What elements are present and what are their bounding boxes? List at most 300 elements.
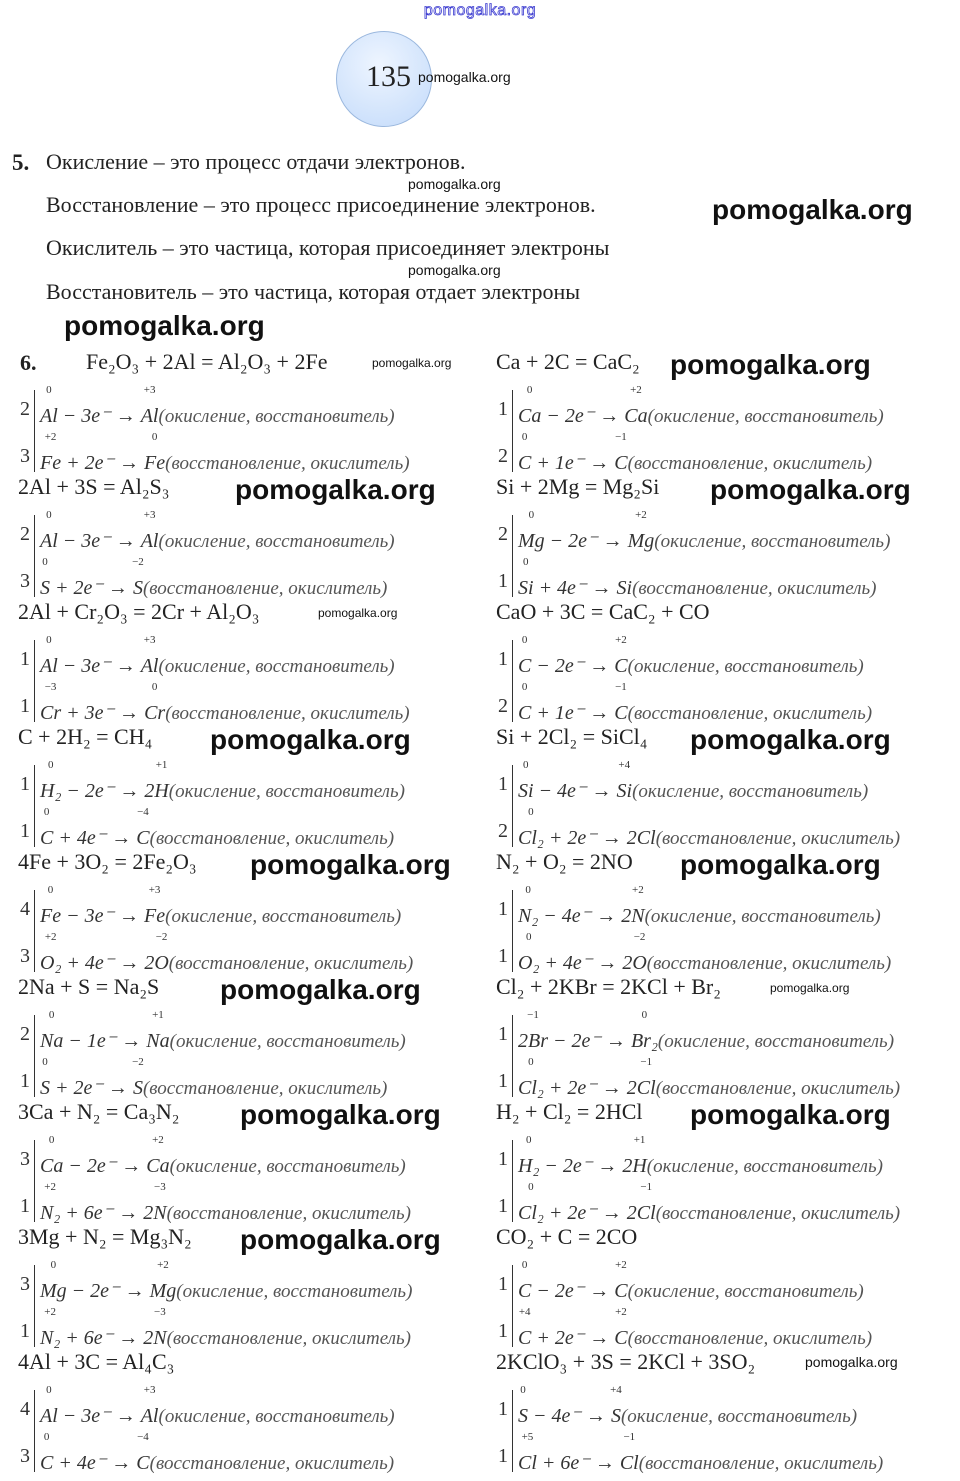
process-note: (окисление, восстановитель): [176, 1281, 413, 1302]
electron-coefficient: 1: [498, 945, 508, 967]
species-symbol: C: [614, 702, 628, 724]
oxidation-state: 0: [151, 681, 158, 693]
species-symbol: O₂: [40, 952, 62, 974]
species-symbol: Cl₂: [518, 1202, 544, 1224]
oxidation-state: 0: [46, 634, 52, 646]
product-species: [624, 384, 648, 428]
reactant-species: [40, 931, 62, 975]
electron-transfer: − 2e⁻ →: [61, 780, 145, 802]
balance-bar: [512, 515, 513, 597]
page-number: 135: [366, 60, 411, 93]
oxidation-state: −1: [623, 1431, 636, 1443]
half-reaction-body: [40, 634, 395, 678]
oxidation-state: +2: [44, 1181, 56, 1193]
electron-transfer: − 2e⁻ →: [544, 530, 628, 552]
process-note: (восстановление, окислитель): [655, 1203, 901, 1224]
oxidation-state: +2: [615, 1306, 627, 1318]
species-symbol: Mg: [40, 1280, 67, 1302]
electron-transfer: − 2e⁻ →: [548, 1030, 631, 1052]
half-reaction-body: [40, 1009, 406, 1053]
electron-transfer: − 4e⁻ →: [528, 1405, 611, 1427]
reaction-equation: 3Mg + N₂ = Mg₃N₂: [18, 1224, 192, 1249]
electron-transfer: + 4e⁻ →: [539, 952, 623, 974]
watermark: pomogalka.org: [712, 194, 913, 225]
oxidation-state: −3: [44, 681, 57, 693]
species-symbol: Ca: [40, 1155, 64, 1177]
process-note: (окисление, восстановитель): [646, 1156, 883, 1177]
product-species: [144, 681, 166, 725]
product-species: [144, 431, 166, 475]
oxidation-state: +2: [615, 1259, 627, 1271]
electron-coefficient: 1: [498, 1273, 508, 1295]
oxidation-state: +3: [143, 384, 156, 396]
product-species: [617, 577, 633, 600]
product-coefficient: 2: [144, 952, 155, 974]
species-symbol: C: [518, 452, 532, 474]
reaction-block: [18, 1350, 488, 1475]
oxidation-state: 0: [525, 1134, 532, 1146]
reactant-species: [40, 806, 54, 850]
electron-transfer: − 2e⁻ →: [63, 1155, 147, 1177]
process-note: (окисление, восстановитель): [644, 906, 881, 927]
electron-transfer: − 3e⁻ →: [61, 905, 145, 927]
product-species: [154, 759, 169, 803]
half-reaction-body: [518, 1306, 873, 1350]
process-note: (окисление, восстановитель): [158, 531, 395, 552]
reaction-block: [18, 600, 488, 725]
definition-reduction: Восстановление – это процесс присоединение электронов.: [46, 192, 596, 217]
task-number: 5.: [12, 150, 30, 175]
watermark: pomogalka.org: [408, 176, 501, 192]
electron-coefficient: 1: [20, 773, 30, 795]
oxidation-state: +2: [44, 1306, 56, 1318]
watermark: pomogalka.org: [250, 849, 451, 880]
oxidation-state: 0: [521, 431, 528, 443]
oxidation-state: +5: [521, 1431, 534, 1443]
reactant-species: [40, 1009, 64, 1053]
species-symbol: Fe: [144, 905, 166, 927]
reactant-species: [40, 431, 62, 475]
reaction-equation: H₂ + Cl₂ = 2HCl: [496, 1099, 643, 1124]
oxidation-state: 0: [42, 556, 48, 568]
reactant-species: [518, 681, 532, 725]
reactant-species: [518, 509, 545, 553]
product-species: [631, 884, 645, 928]
reactant-species: [40, 1259, 67, 1303]
product-coefficient: 2: [626, 1077, 637, 1099]
reactant-species: [40, 681, 62, 725]
half-reaction-body: [40, 884, 402, 928]
half-reaction-body: [518, 759, 869, 803]
half-reaction-body: [518, 431, 873, 475]
electron-coefficient: 3: [20, 945, 30, 967]
species-symbol: Cr: [40, 702, 62, 724]
oxidation-state: +3: [143, 509, 156, 521]
balance-bar: [512, 1140, 513, 1222]
half-reaction-body: [518, 1009, 895, 1053]
species-symbol: N₂: [518, 905, 539, 927]
process-note: (окисление, восстановитель): [657, 1031, 895, 1052]
species-symbol: C: [40, 1452, 54, 1474]
oxidation-state: −2: [132, 556, 144, 568]
watermark: pomogalka.org: [240, 1099, 441, 1130]
reactant-species: [518, 806, 544, 850]
electron-coefficient: 4: [20, 1398, 30, 1420]
species-symbol: Al: [140, 1405, 159, 1427]
oxidation-state: 0: [48, 1009, 55, 1021]
watermark-top: pomogalka.org: [423, 2, 537, 19]
oxidation-state: 0: [521, 1259, 528, 1271]
process-note: (окисление, восстановитель): [168, 781, 405, 802]
half-reaction-body: [518, 681, 873, 725]
oxidation-state: 0: [48, 1134, 55, 1146]
oxidation-state: 0: [521, 634, 528, 646]
species-symbol: N₂: [40, 1327, 61, 1349]
oxidation-state: 0: [43, 806, 50, 818]
electron-transfer: + 2e⁻ →: [531, 1327, 615, 1349]
species-symbol: Al: [40, 1405, 58, 1427]
oxidation-state: −1: [527, 1009, 539, 1021]
product-species: [636, 1181, 656, 1225]
oxidation-state: −3: [154, 1306, 166, 1318]
process-note: (восстановление, окислитель): [166, 1203, 411, 1224]
species-symbol: Ca: [624, 405, 648, 427]
reactant-species: [40, 1306, 61, 1350]
process-note: (восстановление, окислитель): [632, 578, 877, 599]
oxidation-state: +2: [615, 634, 627, 646]
oxidation-state: +2: [632, 884, 644, 896]
electron-transfer: + 6e⁻ →: [536, 1452, 620, 1474]
process-note: (окисление, восстановитель): [627, 1281, 864, 1302]
electron-coefficient: 1: [498, 648, 508, 670]
half-reaction-body: [518, 1384, 858, 1428]
half-reaction-body: [40, 384, 395, 428]
species-symbol: Al: [140, 655, 159, 677]
oxidation-state: 0: [525, 884, 531, 896]
species-symbol: S: [40, 1077, 50, 1099]
process-note: (восстановление, окислитель): [149, 828, 395, 849]
product-species: [632, 1134, 647, 1178]
electron-coefficient: 2: [498, 820, 508, 842]
product-species: [153, 1181, 167, 1225]
balance-bar: [34, 1140, 35, 1222]
species-symbol: C: [518, 655, 532, 677]
oxidation-state: 0: [520, 1384, 526, 1396]
reaction-equation: Cl₂ + 2KBr = 2KCl + Br₂: [496, 974, 721, 999]
reactant-species: [40, 509, 58, 553]
reactant-species: [40, 384, 58, 428]
reaction-equation: 4Fe + 3O₂ = 2Fe₂O₃: [18, 849, 197, 874]
process-note: (восстановление, окислитель): [149, 1453, 395, 1474]
electron-coefficient: 1: [498, 1445, 508, 1467]
reaction-equation: C + 2H₂ = CH₄: [18, 724, 153, 749]
oxidation-state: 0: [47, 884, 54, 896]
product-species: [636, 1056, 656, 1100]
process-note: (восстановление, окислитель): [627, 703, 873, 724]
electron-coefficient: 1: [498, 570, 508, 592]
oxidation-state: 0: [528, 806, 534, 818]
half-reaction-body: [518, 1181, 901, 1225]
electron-coefficient: 1: [498, 1398, 508, 1420]
species-symbol: Al: [140, 530, 159, 552]
process-note: (восстановление, окислитель): [646, 953, 892, 974]
half-reaction-body: [40, 1306, 411, 1350]
oxidation-state: 0: [521, 681, 528, 693]
process-note: (восстановление, окислитель): [165, 453, 410, 474]
species-symbol: Cl: [636, 1202, 656, 1224]
balance-bar: [512, 1015, 513, 1097]
species-symbol: N: [153, 1327, 167, 1349]
product-species: [146, 1009, 170, 1053]
reaction-block: [496, 1225, 960, 1350]
oxidation-state: +2: [152, 1134, 164, 1146]
watermark: pomogalka.org: [64, 310, 265, 341]
half-reaction-body: [40, 931, 414, 975]
half-reaction-body: [518, 556, 877, 600]
electron-coefficient: 3: [20, 1148, 30, 1170]
species-symbol: C: [518, 1280, 532, 1302]
product-species: [610, 1384, 622, 1428]
half-reaction-body: [40, 759, 405, 803]
electron-coefficient: 1: [498, 1320, 508, 1342]
half-reaction-body: [518, 509, 891, 553]
species-symbol: Si: [518, 577, 534, 599]
watermark: pomogalka.org: [240, 1224, 441, 1255]
half-reaction-body: [518, 1056, 901, 1100]
balance-bar: [34, 390, 35, 472]
oxidation-state: +2: [44, 431, 57, 443]
species-symbol: C: [136, 827, 150, 849]
balance-bar: [512, 765, 513, 847]
process-note: (восстановление, окислитель): [142, 1078, 388, 1099]
oxidation-state: 0: [46, 509, 52, 521]
reaction-equation: 2Na + S = Na₂S: [18, 974, 160, 999]
balance-bar: [34, 765, 35, 847]
reactant-species: [518, 884, 539, 928]
species-symbol: C: [614, 1327, 628, 1349]
oxidation-state: 0: [42, 1056, 48, 1068]
species-symbol: Fe: [40, 452, 62, 474]
balance-bar: [34, 1390, 35, 1472]
electron-coefficient: 1: [20, 1320, 30, 1342]
electron-transfer: − 2e⁻ →: [66, 1280, 150, 1302]
reactant-species: [518, 1181, 544, 1225]
process-note: (восстановление, окислитель): [166, 1328, 411, 1349]
species-symbol: N₂: [40, 1202, 61, 1224]
product-coefficient: 2: [621, 905, 632, 927]
product-species: [614, 681, 628, 725]
process-note: (восстановление, окислитель): [168, 953, 414, 974]
species-symbol: Al: [40, 655, 58, 677]
electron-transfer: − 4e⁻ →: [538, 905, 622, 927]
reactant-species: [40, 1384, 58, 1428]
oxidation-state: +2: [630, 384, 642, 396]
oxidation-state: −1: [615, 431, 627, 443]
half-reaction-body: [40, 1384, 395, 1428]
watermark: pomogalka.org: [680, 849, 881, 880]
process-note: (восстановление, окислитель): [627, 1328, 873, 1349]
oxidation-state: −3: [154, 1181, 166, 1193]
product-species: [637, 827, 656, 850]
electron-coefficient: 1: [498, 1148, 508, 1170]
reactant-species: [518, 1009, 548, 1053]
half-reaction-body: [40, 1181, 411, 1225]
definition-reducer: Восстановитель – это частица, которая отдает электроны: [46, 279, 580, 304]
species-symbol: 2Br: [518, 1030, 548, 1052]
oxidation-state: +3: [148, 884, 161, 896]
species-symbol: Ca: [518, 405, 542, 427]
electron-coefficient: 2: [20, 1023, 30, 1045]
reactant-species: [518, 759, 534, 803]
species-symbol: Mg: [149, 1280, 177, 1302]
oxidation-state: +1: [633, 1134, 646, 1146]
oxidation-state: −2: [132, 1056, 144, 1068]
reaction-equation: 3Ca + N₂ = Ca₃N₂: [18, 1099, 180, 1124]
species-symbol: Ca: [146, 1155, 170, 1177]
species-symbol: Al: [40, 530, 58, 552]
reaction-equation: 2Al + Cr₂O₃ = 2Cr + Al₂O₃: [18, 599, 260, 624]
reaction-equation: CO₂ + C = 2CO: [496, 1224, 638, 1249]
process-note: (окисление, восстановитель): [158, 656, 395, 677]
reactant-species: [40, 1056, 50, 1100]
reaction-equation: 2KClO₃ + 3S = 2KCl + 3SO₂: [496, 1349, 756, 1374]
half-reaction-body: [40, 1134, 406, 1178]
product-species: [136, 1431, 150, 1475]
electron-coefficient: 2: [498, 695, 508, 717]
electron-coefficient: 3: [20, 1273, 30, 1295]
reactant-species: [518, 1384, 528, 1428]
electron-coefficient: 2: [498, 523, 508, 545]
reaction-equation: Si + 2Cl₂ = SiCl₄: [496, 724, 648, 749]
product-species: [140, 1384, 159, 1428]
product-species: [614, 1259, 628, 1303]
species-symbol: Cl₂: [518, 1077, 544, 1099]
oxidation-state: +2: [635, 509, 647, 521]
oxidation-state: +4: [618, 759, 631, 771]
reaction-equation: 2Al + 3S = Al₂S₃: [18, 474, 170, 499]
electron-transfer: − 2e⁻ →: [531, 655, 615, 677]
species-symbol: Cl: [636, 1077, 656, 1099]
product-species: [136, 806, 150, 850]
electron-transfer: + 4e⁻ →: [533, 577, 617, 599]
electron-coefficient: 1: [20, 1070, 30, 1092]
species-symbol: Cl: [636, 827, 656, 849]
half-reaction-body: [518, 1134, 883, 1178]
oxidation-state: +2: [157, 1259, 169, 1271]
product-coefficient: 2: [143, 1327, 154, 1349]
process-note: (окисление, восстановитель): [627, 656, 864, 677]
process-note: (окисление, восстановитель): [169, 1031, 406, 1052]
species-symbol: Si: [616, 780, 633, 802]
oxidation-state: +1: [155, 759, 168, 771]
product-species: [614, 1306, 628, 1350]
electron-coefficient: 2: [20, 398, 30, 420]
reactant-species: [518, 1431, 537, 1475]
oxidation-state: +4: [610, 1384, 622, 1396]
oxidation-state: −4: [137, 1431, 149, 1443]
reaction-equation: 4Al + 3C = Al₄C₃: [18, 1349, 175, 1374]
half-reaction-body: [518, 931, 892, 975]
balance-bar: [512, 890, 513, 972]
species-symbol: S: [518, 1405, 528, 1427]
product-coefficient: 2: [622, 1155, 633, 1177]
product-species: [616, 759, 633, 803]
electron-coefficient: 1: [20, 648, 30, 670]
reactant-species: [518, 556, 534, 600]
product-species: [630, 1009, 658, 1053]
reactant-species: [40, 1181, 61, 1225]
oxidation-state: 0: [47, 759, 54, 771]
half-reaction-body: [518, 884, 881, 928]
balance-bar: [512, 640, 513, 722]
process-note: (восстановление, окислитель): [638, 1453, 884, 1474]
watermark: pomogalka.org: [690, 1099, 891, 1130]
oxidation-state: 0: [43, 1431, 50, 1443]
electron-coefficient: 1: [20, 695, 30, 717]
electron-transfer: + 2e⁻ →: [61, 452, 145, 474]
electron-transfer: − 4e⁻ →: [533, 780, 617, 802]
electron-coefficient: 1: [498, 398, 508, 420]
reactant-species: [518, 384, 542, 428]
process-note: (окисление, восстановитель): [654, 531, 891, 552]
process-note: (окисление, восстановитель): [647, 406, 884, 427]
product-species: [149, 1259, 177, 1303]
half-reaction-body: [40, 556, 388, 600]
balance-bar: [34, 890, 35, 972]
species-symbol: Cr: [144, 702, 166, 724]
watermark: pomogalka.org: [235, 474, 436, 505]
electron-coefficient: 1: [498, 1023, 508, 1045]
oxidation-state: 0: [641, 1009, 648, 1021]
oxidation-state: +2: [44, 931, 57, 943]
process-note: (восстановление, окислитель): [142, 578, 388, 599]
balance-bar: [34, 515, 35, 597]
species-symbol: C: [518, 1327, 532, 1349]
species-symbol: Si: [616, 577, 633, 599]
electron-transfer: + 4e⁻ →: [53, 1452, 137, 1474]
watermark: pomogalka.org: [805, 1354, 898, 1370]
product-species: [632, 931, 647, 975]
oxidation-state: 0: [528, 1181, 534, 1193]
species-symbol: Mg: [518, 530, 545, 552]
watermark: pomogalka.org: [318, 606, 398, 620]
watermark: pomogalka.org: [220, 974, 421, 1005]
electron-transfer: + 3e⁻ →: [61, 702, 145, 724]
species-symbol: C: [614, 452, 628, 474]
species-symbol: Mg: [627, 530, 655, 552]
species-symbol: S: [132, 577, 143, 599]
definition-oxidizer: Окислитель – это частица, которая присоединяет электроны: [46, 235, 610, 260]
reactant-species: [518, 1134, 540, 1178]
electron-transfer: + 1e⁻ →: [531, 702, 615, 724]
electron-transfer: + 1e⁻ →: [531, 452, 615, 474]
reactant-species: [40, 1431, 54, 1475]
species-symbol: Cl: [518, 1452, 537, 1474]
process-note: (окисление, восстановитель): [165, 906, 402, 927]
species-symbol: Na: [40, 1030, 64, 1052]
watermark: pomogalka.org: [210, 724, 411, 755]
process-note: (восстановление, окислитель): [627, 453, 873, 474]
oxidation-state: −4: [137, 806, 149, 818]
process-note: (восстановление, окислитель): [165, 703, 410, 724]
species-symbol: C: [40, 827, 54, 849]
species-symbol: Br₂: [630, 1030, 658, 1052]
product-species: [154, 931, 169, 975]
electron-transfer: − 2e⁻ →: [539, 1155, 623, 1177]
electron-coefficient: 1: [20, 1195, 30, 1217]
process-note: (окисление, восстановитель): [158, 406, 395, 427]
half-reaction-body: [40, 1431, 395, 1475]
